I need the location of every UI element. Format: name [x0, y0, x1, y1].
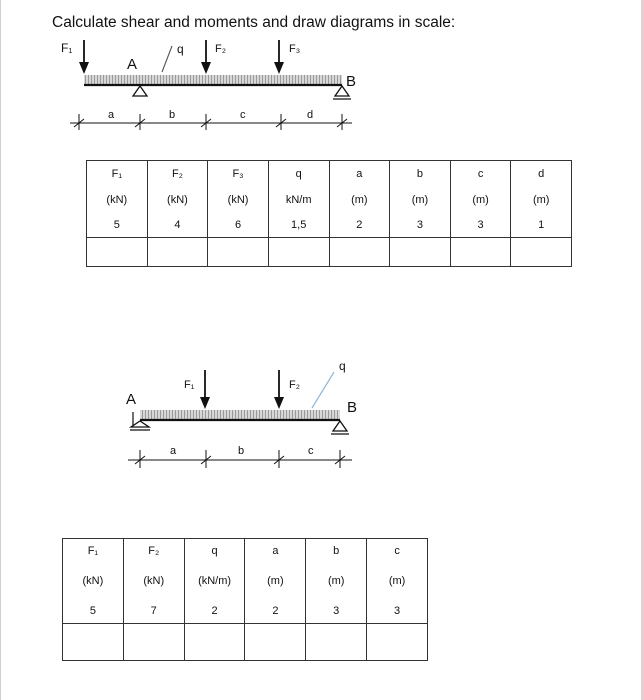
load-label-q: q — [177, 42, 184, 56]
load-arrow-f2 — [201, 40, 211, 74]
table-cell: (kN) — [208, 187, 269, 213]
table-cell: 3 — [450, 213, 511, 238]
table-cell: 5 — [87, 213, 148, 238]
support-label-a: A — [126, 391, 137, 408]
table-cell: 5 — [63, 599, 124, 624]
load-arrow-f2 — [274, 370, 284, 409]
table-cell: a — [245, 539, 306, 564]
table-cell: kN/m — [268, 187, 329, 213]
table-cell: 2 — [329, 213, 390, 238]
table-cell: (kN) — [147, 187, 208, 213]
table-cell: (m) — [367, 563, 428, 599]
table-values-row — [63, 599, 428, 624]
table-cell: c — [367, 539, 428, 564]
support-label-b: B — [346, 73, 357, 90]
table-cell: (kN) — [123, 563, 184, 599]
table-cell: (m) — [329, 187, 390, 213]
table-cell: F₁ — [63, 539, 124, 564]
table-cell: (m) — [306, 563, 367, 599]
table-cell: 1,5 — [268, 213, 329, 238]
table-cell: F₁ — [87, 161, 148, 188]
dim-label-d: d — [307, 109, 314, 121]
table-cell: 2 — [184, 599, 245, 624]
table-cell: (m) — [450, 187, 511, 213]
table-cell: b — [390, 161, 451, 188]
table-cell: (m) — [511, 187, 572, 213]
table-cell: a — [329, 161, 390, 188]
pin-support-a — [133, 86, 147, 96]
load-label-f3: F₃ — [289, 43, 301, 55]
table-header-row — [63, 539, 428, 564]
table-cell: (kN) — [87, 187, 148, 213]
q-indicator-line — [162, 46, 172, 72]
page-title: Calculate shear and moments and draw diagrams in scale: — [52, 14, 456, 31]
table-cell: (kN/m) — [184, 563, 245, 599]
table-cell: (m) — [245, 563, 306, 599]
dim-label-a: a — [108, 109, 115, 121]
dim-label-b: b — [238, 445, 245, 457]
table-cell: F₃ — [208, 161, 269, 188]
table-cell: 7 — [123, 599, 184, 624]
load-arrow-f1 — [79, 40, 89, 74]
table-cell: d — [511, 161, 572, 188]
dim-label-b: b — [169, 109, 176, 121]
load-label-f2: F₂ — [215, 43, 226, 55]
dim-label-a: a — [170, 445, 177, 457]
q-indicator-line — [312, 372, 334, 408]
load-label-f1: F₁ — [61, 41, 73, 55]
table-cell: 6 — [208, 213, 269, 238]
distributed-load-hatch — [140, 410, 340, 419]
table-units-row — [87, 187, 572, 213]
table-cell: 2 — [245, 599, 306, 624]
load-arrow-f1 — [200, 370, 210, 409]
table-cell: b — [306, 539, 367, 564]
load-label-f2: F₂ — [289, 379, 300, 391]
table-cell: 3 — [306, 599, 367, 624]
table-empty-row — [63, 624, 428, 661]
table-header-row — [87, 161, 572, 188]
load-arrow-f3 — [274, 40, 284, 74]
beam-diagram-1 — [0, 0, 643, 140]
dim-label-c: c — [308, 445, 314, 457]
data-table-2 — [62, 538, 428, 661]
support-label-a: A — [127, 56, 138, 73]
table-cell: c — [450, 161, 511, 188]
load-label-q: q — [339, 359, 346, 373]
beam-diagram-2 — [0, 350, 643, 480]
table-cell: (m) — [390, 187, 451, 213]
table-units-row — [63, 563, 428, 599]
table-cell: q — [184, 539, 245, 564]
dim-label-c: c — [240, 109, 246, 121]
load-label-f1: F₁ — [184, 379, 195, 391]
table-cell: q — [268, 161, 329, 188]
table-cell: F₂ — [147, 161, 208, 188]
table-cell: 1 — [511, 213, 572, 238]
table-empty-row — [87, 238, 572, 267]
roller-support-b — [331, 421, 349, 434]
data-table-1 — [86, 160, 572, 267]
table-cell: F₂ — [123, 539, 184, 564]
table-cell: 3 — [367, 599, 428, 624]
table-cell: 3 — [390, 213, 451, 238]
support-label-b: B — [347, 399, 358, 416]
table-cell: (kN) — [63, 563, 124, 599]
table-cell: 4 — [147, 213, 208, 238]
table-values-row — [87, 213, 572, 238]
distributed-load-hatch — [84, 75, 342, 84]
